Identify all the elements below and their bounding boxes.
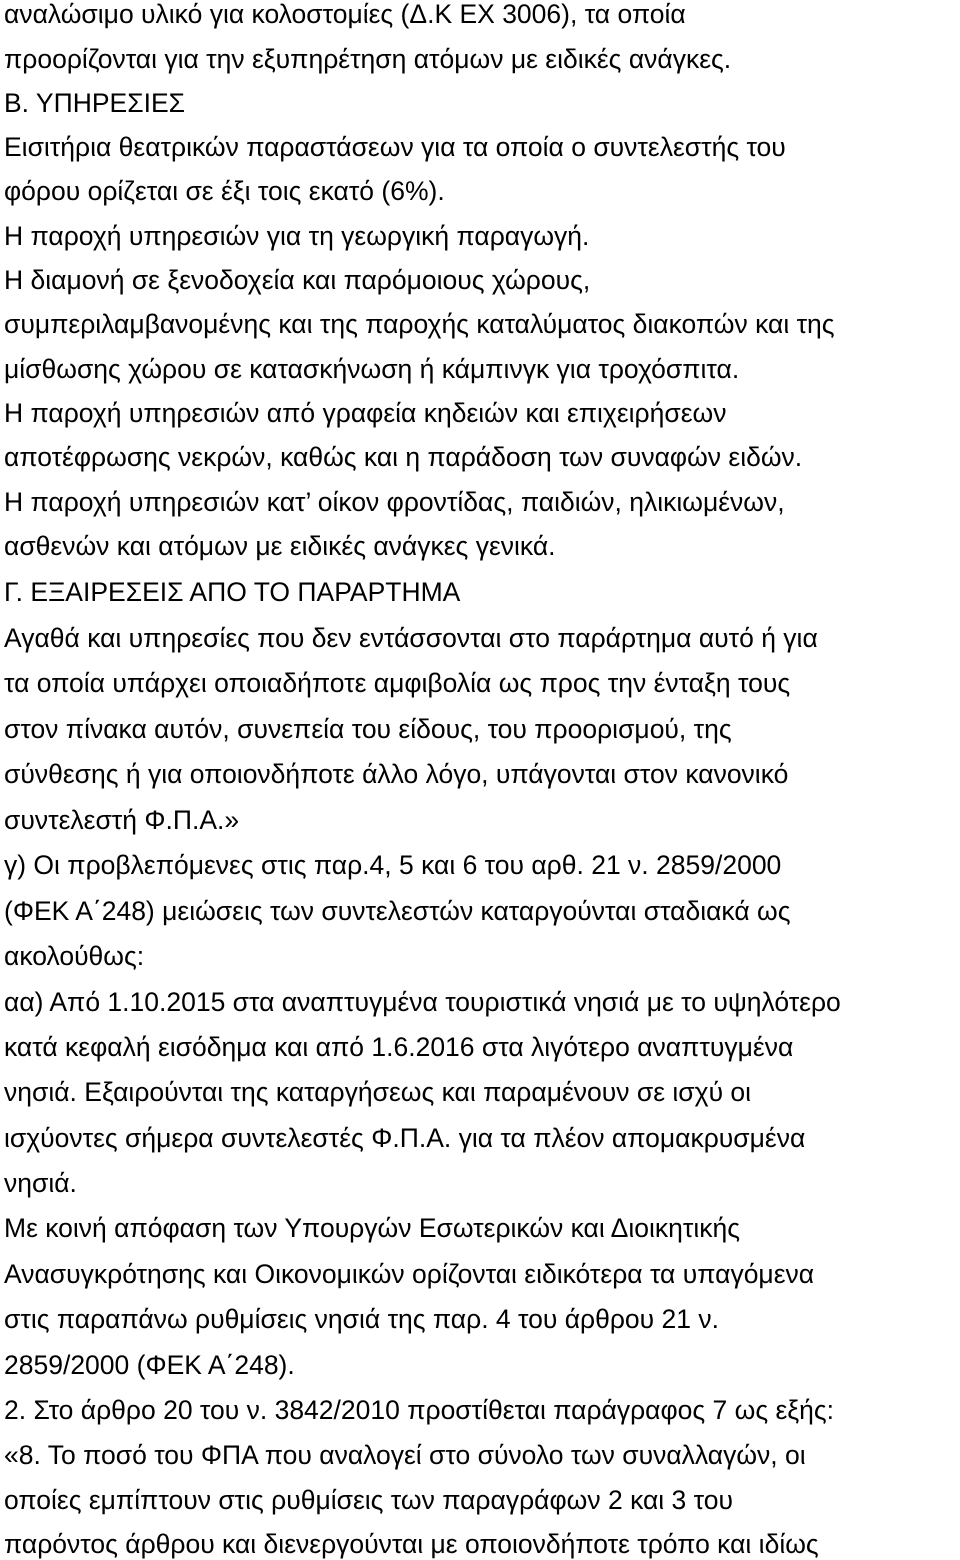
text-line: αα) Από 1.10.2015 στα αναπτυγμένα τουριστικά νησιά με το υψηλότερο: [4, 987, 841, 1017]
text-line: τα οποία υπάρχει οποιαδήποτε αμφιβολία ως προς την ένταξη τους: [4, 668, 791, 698]
text-line: σύνθεσης ή για οποιονδήποτε άλλο λόγο, υπάγονται στον κανονικό: [4, 759, 789, 789]
text-line: 2. Στο άρθρο 20 του ν. 3842/2010 προστίθεται παράγραφος 7 ως εξής:: [4, 1395, 835, 1425]
text-line: ασθενών και ατόμων με ειδικές ανάγκες γενικά.: [4, 531, 556, 561]
section-heading: Γ. ΕΞΑΙΡΕΣΕΙΣ ΑΠΟ ΤΟ ΠΑΡΑΡΤΗΜΑ: [4, 577, 461, 607]
text-line: Η παροχή υπηρεσιών από γραφεία κηδειών και επιχειρήσεων: [4, 398, 727, 428]
text-line: Η παροχή υπηρεσιών για τη γεωργική παραγωγή.: [4, 221, 590, 251]
text-line: συμπεριλαμβανομένης και της παροχής καταλύματος διακοπών και της: [4, 309, 835, 339]
text-line: συντελεστή Φ.Π.Α.»: [4, 805, 240, 835]
text-line: οποίες εμπίπτουν στις ρυθμίσεις των παραγράφων 2 και 3 του: [4, 1485, 733, 1515]
text-line: Η παροχή υπηρεσιών κατ’ οίκον φροντίδας, παιδιών, ηλικιωμένων,: [4, 487, 785, 517]
text-line: Εισιτήρια θεατρικών παραστάσεων για τα οποία ο συντελεστής του: [4, 132, 786, 162]
text-line: παρόντος άρθρου και διενεργούνται με οποιονδήποτε τρόπο και ιδίως: [4, 1529, 819, 1559]
text-line: αναλώσιμο υλικό για κολοστομίες (Δ.Κ ΕΧ 3006), τα οποία: [4, 0, 686, 29]
text-line: Ανασυγκρότησης και Οικονομικών ορίζονται ειδικότερα τα υπαγόμενα: [4, 1259, 815, 1289]
text-line: φόρου ορίζεται σε έξι τοις εκατό (6%).: [4, 176, 445, 206]
text-line: ισχύοντες σήμερα συντελεστές Φ.Π.Α. για τα πλέον απομακρυσμένα: [4, 1123, 806, 1153]
text-line: (ΦΕΚ Α΄248) μειώσεις των συντελεστών καταργούνται σταδιακά ως: [4, 896, 791, 926]
text-line: νησιά.: [4, 1168, 77, 1198]
text-line: νησιά. Εξαιρούνται της καταργήσεως και παραμένουν σε ισχύ οι: [4, 1077, 752, 1107]
text-line: μίσθωσης χώρου σε κατασκήνωση ή κάμπινγκ για τροχόσπιτα.: [4, 354, 740, 384]
text-line: γ) Οι προβλεπόμενες στις παρ.4, 5 και 6 του αρθ. 21 ν. 2859/2000: [4, 850, 782, 880]
text-line: Αγαθά και υπηρεσίες που δεν εντάσσονται στο παράρτημα αυτό ή για: [4, 623, 818, 653]
section-heading: Β. ΥΠΗΡΕΣΙΕΣ: [4, 88, 186, 118]
text-line: αποτέφρωσης νεκρών, καθώς και η παράδοση των συναφών ειδών.: [4, 442, 803, 472]
text-line: Με κοινή απόφαση των Υπουργών Εσωτερικών και Διοικητικής: [4, 1213, 740, 1243]
text-line: «8. Το ποσό του ΦΠΑ που αναλογεί στο σύνολο των συναλλαγών, οι: [4, 1440, 806, 1470]
text-line: ακολούθως:: [4, 941, 145, 971]
text-line: στις παραπάνω ρυθμίσεις νησιά της παρ. 4 του άρθρου 21 ν.: [4, 1304, 719, 1334]
text-line: προορίζονται για την εξυπηρέτηση ατόμων με ειδικές ανάγκες.: [4, 44, 732, 74]
text-line: στον πίνακα αυτόν, συνεπεία του είδους, του προορισμού, της: [4, 714, 732, 744]
text-line: κατά κεφαλή εισόδημα και από 1.6.2016 στα λιγότερο αναπτυγμένα: [4, 1032, 794, 1062]
text-line: 2859/2000 (ΦΕΚ Α΄248).: [4, 1350, 295, 1380]
text-line: Η διαμονή σε ξενοδοχεία και παρόμοιους χώρους,: [4, 265, 591, 295]
